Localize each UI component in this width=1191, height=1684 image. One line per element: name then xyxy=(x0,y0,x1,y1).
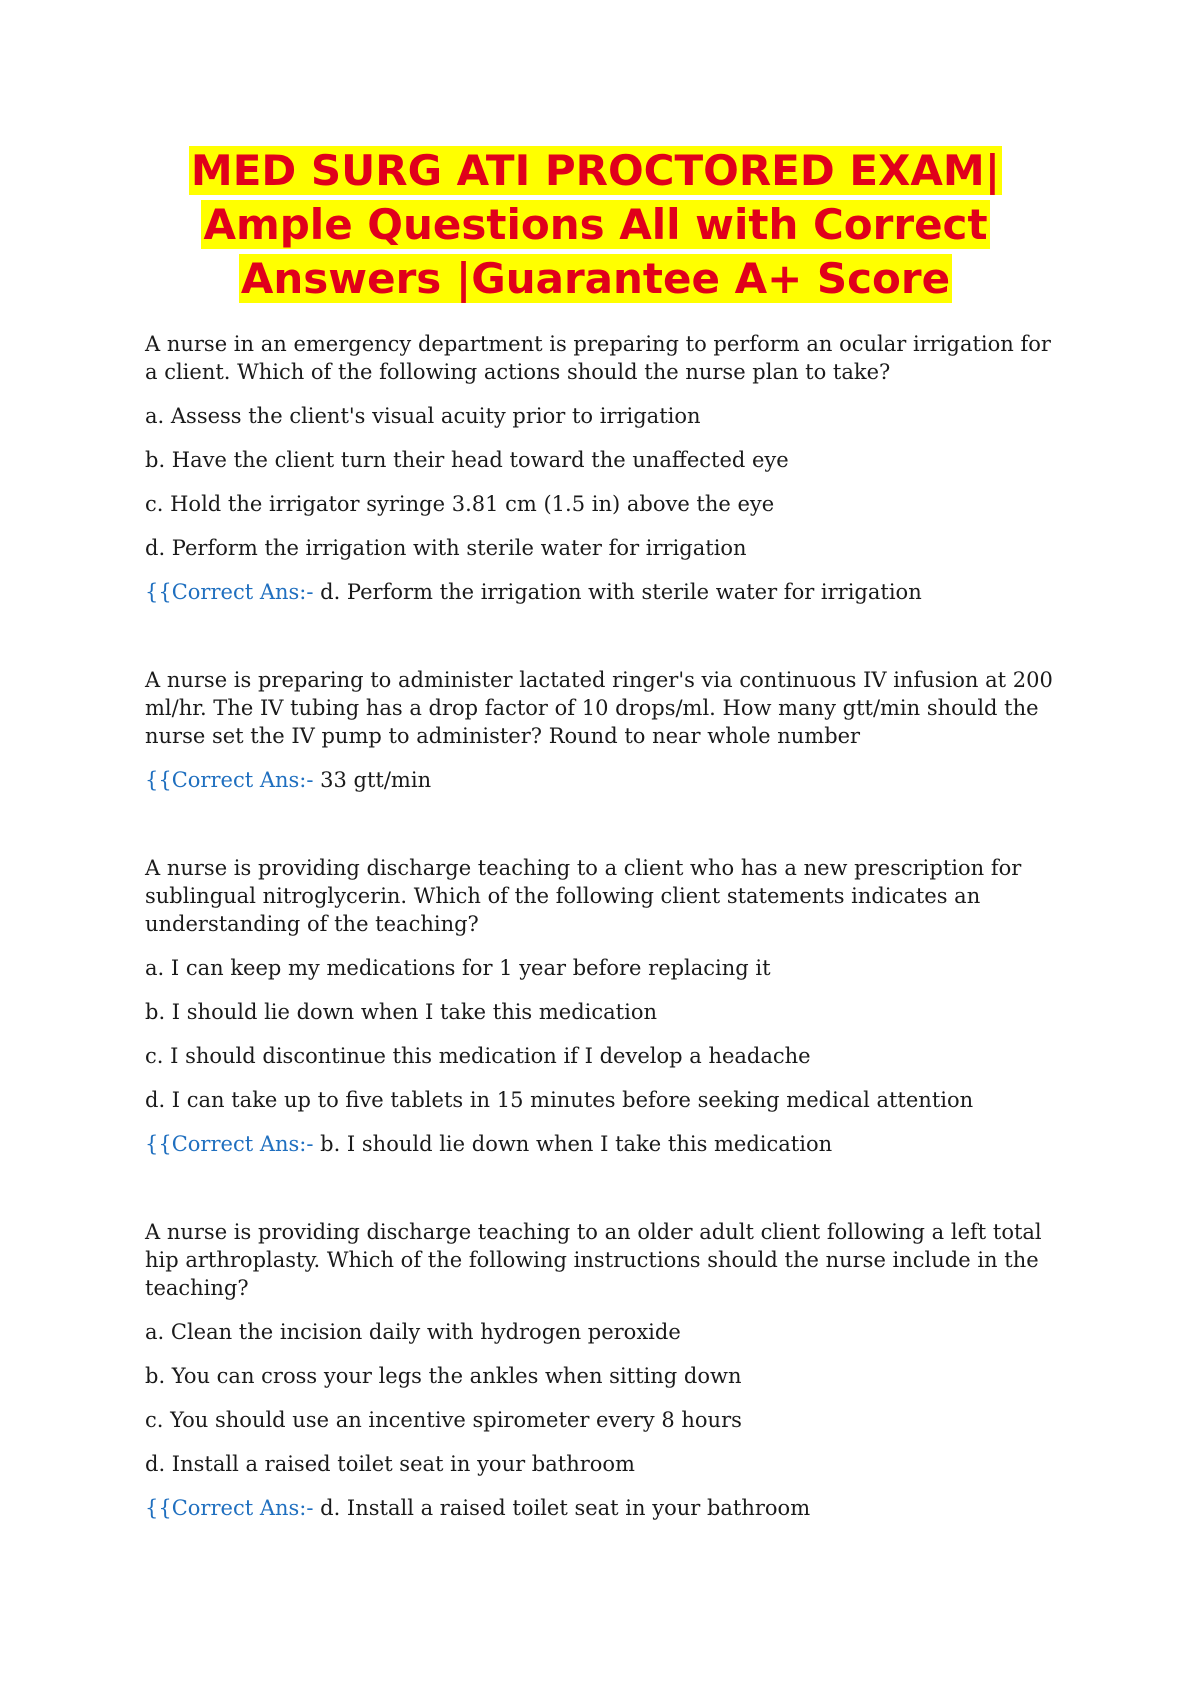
questions-list xyxy=(145,330,1065,1522)
correct-answer-label: {{Correct Ans:- xyxy=(145,768,314,792)
correct-answer xyxy=(145,1130,1065,1158)
option-a: a. I can keep my medications for 1 year before replacing it xyxy=(145,956,771,980)
question-text: A nurse is preparing to administer lactated ringer's via continuous IV infusion at 200 ml/hr. The IV tubing has a drop factor of 10 drops/ml. How many gtt/min should the nurse set the IV pump to administer? Round to near whole number xyxy=(145,668,1053,748)
correct-answer-text: 33 gtt/min xyxy=(320,768,432,792)
correct-answer xyxy=(145,766,1065,794)
question-text: A nurse is providing discharge teaching to an older adult client following a left total hip arthroplasty. Which of the following instructions should the nurse include in the teaching? xyxy=(145,1220,1042,1300)
correct-answer xyxy=(145,578,1065,606)
question-text: A nurse in an emergency department is preparing to perform an ocular irrigation for a client. Which of the following actions should the nurse plan to take? xyxy=(145,332,1051,384)
option-a: a. Clean the incision daily with hydrogen peroxide xyxy=(145,1320,681,1344)
option-c: c. You should use an incentive spirometer every 8 hours xyxy=(145,1408,742,1432)
title-line-1: MED SURG ATI PROCTORED EXAM| xyxy=(190,146,1001,195)
option-c: c. I should discontinue this medication if I develop a headache xyxy=(145,1044,811,1068)
correct-answer-label: {{Correct Ans:- xyxy=(145,1132,314,1156)
correct-answer-text: d. Perform the irrigation with sterile water for irrigation xyxy=(320,580,922,604)
correct-answer-label: {{Correct Ans:- xyxy=(145,580,314,604)
document-title xyxy=(0,144,1191,306)
title-line-2: Ample Questions All with Correct xyxy=(203,200,988,249)
option-d: d. I can take up to five tablets in 15 minutes before seeking medical attention xyxy=(145,1088,974,1112)
question-block-4 xyxy=(145,1218,1065,1522)
option-c: c. Hold the irrigator syringe 3.81 cm (1.5 in) above the eye xyxy=(145,492,775,516)
correct-answer-text: d. Install a raised toilet seat in your bathroom xyxy=(320,1496,811,1520)
option-d: d. Perform the irrigation with sterile water for irrigation xyxy=(145,536,747,560)
question-block-2 xyxy=(145,666,1065,794)
correct-answer xyxy=(145,1494,1065,1522)
question-text: A nurse is providing discharge teaching to a client who has a new prescription for sublingual nitroglycerin. Which of the following client statements indicates an understanding of the teaching? xyxy=(145,856,1022,936)
option-d: d. Install a raised toilet seat in your bathroom xyxy=(145,1452,635,1476)
title-line-3: Answers |Guarantee A+ Score xyxy=(240,254,951,303)
question-block-3 xyxy=(145,854,1065,1158)
option-b: b. Have the client turn their head toward the unaffected eye xyxy=(145,448,789,472)
option-b: b. I should lie down when I take this medication xyxy=(145,1000,657,1024)
correct-answer-text: b. I should lie down when I take this medication xyxy=(320,1132,833,1156)
correct-answer-label: {{Correct Ans:- xyxy=(145,1496,314,1520)
question-block-1 xyxy=(145,330,1065,606)
option-a: a. Assess the client's visual acuity prior to irrigation xyxy=(145,404,701,428)
option-b: b. You can cross your legs the ankles when sitting down xyxy=(145,1364,742,1388)
